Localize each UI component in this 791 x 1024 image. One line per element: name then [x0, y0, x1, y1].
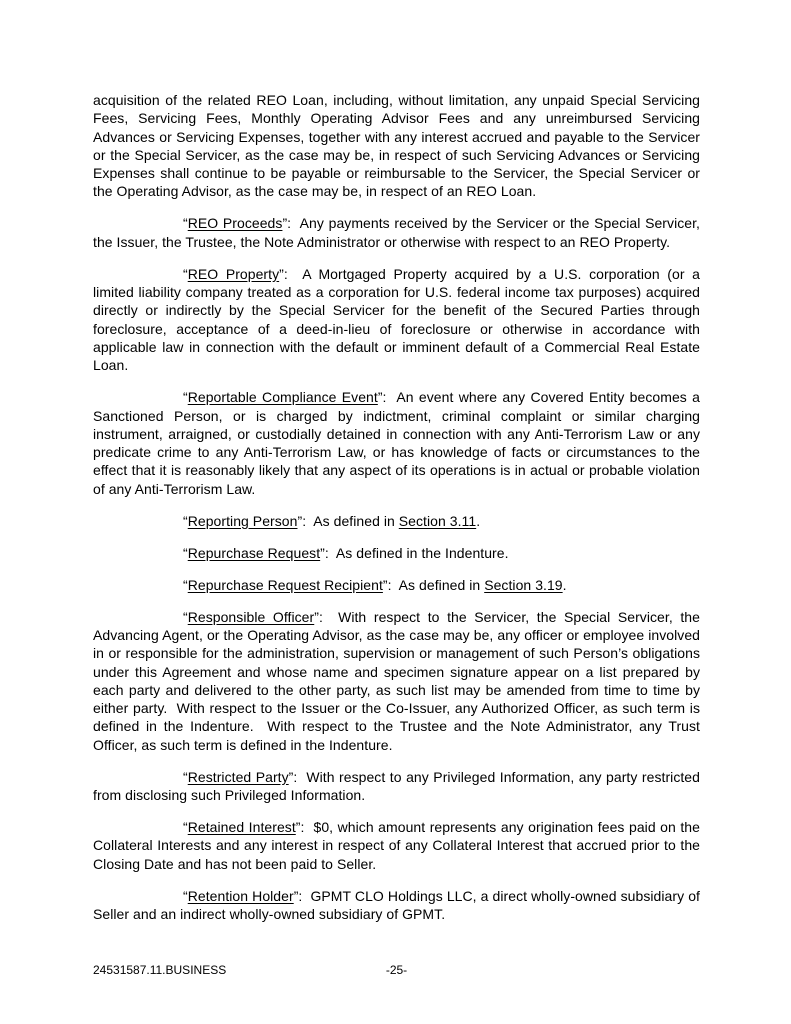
section-reference: Section 3.11 — [398, 512, 477, 529]
paragraph: “Repurchase Request Recipient”: As defined in Section 3.19. — [183, 576, 567, 593]
page-number: -25- — [385, 963, 408, 977]
defined-term: Reportable Compliance Event — [187, 389, 378, 406]
defined-term: Reporting Person — [187, 512, 298, 529]
defined-term: Repurchase Request — [187, 544, 321, 561]
paragraph: “Reportable Compliance Event”: An event where any Covered Entity becomes a Sanctioned Person, or is charged by indictment, criminal complaint or similar charging instrument, arraigned, or custodially detained in connection with any Anti-Terrorism Law or any predicate crime to any Anti-Terrorism Law, or has knowledge of facts or circumstances to the effect that it is reasonably likely that any aspect of its operations is in actual or probable violation of any Anti-Terrorism Law. — [93, 389, 701, 497]
paragraph: acquisition of the related REO Loan, including, without limitation, any unpaid Special Servicing Fees, Servicing Fees, Monthly Operating Advisor Fees and any unreimbursed Servicing Advances or Servicing Expenses, together with any interest accrued and payable to the Servicer or the Special Servicer, as the case may be, in respect of such Servicing Advances or Servicing Expenses shall continue to be payable or reimbursable to the Servicer, the Special Servicer or the Operating Advisor, as the case may be, in respect of an REO Loan. — [93, 92, 700, 200]
paragraph: “Reporting Person”: As defined in Section 3.11. — [183, 512, 481, 529]
defined-term: Retention Holder — [187, 887, 294, 904]
defined-term: REO Property — [187, 265, 280, 282]
defined-term: REO Proceeds — [187, 215, 283, 232]
document-control-number: 24531587.11.BUSINESS — [93, 963, 227, 977]
defined-term: Repurchase Request Recipient — [187, 576, 383, 593]
paragraph: “REO Proceeds”: Any payments received by the Servicer or the Special Servicer, the Issuer, the Trustee, the Note Administrator or otherwise with respect to an REO Property. — [93, 215, 700, 250]
paragraph: “REO Property”: A Mortgaged Property acquired by a U.S. corporation (or a limited liability company treated as a corporation for U.S. federal income tax purposes) acquired directly or indirectly by the Special Servicer for the benefit of the Secured Parties through foreclosure, acceptance of a deed-in-lieu of foreclosure or otherwise in accordance with applicable law in connection with the default or imminent default of a Commercial Real Estate Loan. — [93, 265, 700, 374]
page-footer — [93, 963, 700, 977]
paragraph: “Responsible Officer”: With respect to the Servicer, the Special Servicer, the Advancing Agent, or the Operating Advisor, as the case may be, any officer or employee involved in or responsible for the administration, supervision or management of such Person’s obligations under this Agreement and whose name and specimen signature appear on a list prepared by each party and delivered to the other party, as such list may be amended from time to time by either party. With respect to the Issuer or the Co-Issuer, any Authorized Officer, as such term is defined in the Indenture. With respect to the Trustee and the Note Administrator, any Trust Officer, as such term is defined in the Indenture. — [93, 608, 700, 753]
paragraph: “Restricted Party”: With respect to any Privileged Information, any party restricted from disclosing such Privileged Information. — [93, 768, 700, 803]
defined-term: Retained Interest — [187, 818, 296, 835]
paragraph: “Retained Interest”: $0, which amount represents any origination fees paid on the Collateral Interests and any interest in respect of any Collateral Interest that accrued prior to the Closing Date and has not been paid to Seller. — [93, 818, 700, 872]
section-reference: Section 3.19 — [484, 576, 563, 593]
paragraph: “Retention Holder”: GPMT CLO Holdings LLC, a direct wholly-owned subsidiary of Seller and an indirect wholly-owned subsidiary of GPMT. — [93, 887, 700, 922]
defined-term: Restricted Party — [187, 768, 289, 785]
defined-term: Responsible Officer — [187, 608, 315, 625]
paragraph: “Repurchase Request”: As defined in the Indenture. — [183, 544, 509, 561]
document-body — [93, 91, 700, 937]
